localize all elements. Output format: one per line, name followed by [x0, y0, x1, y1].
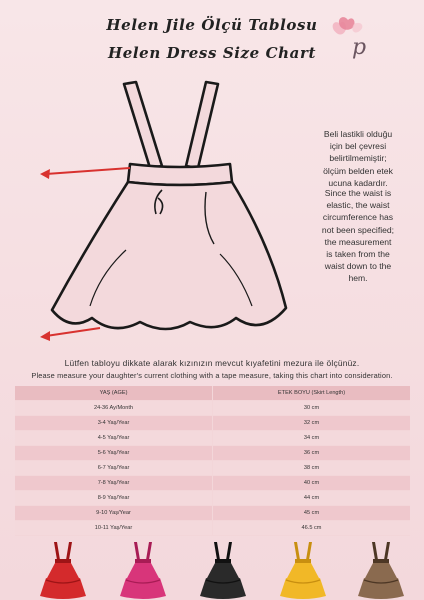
- skirt: [52, 182, 286, 329]
- age-cell: 7-8 Yaş/Year: [97, 480, 130, 486]
- product-thumbnail-pink: [118, 540, 168, 600]
- right-strap: [186, 82, 218, 168]
- age-cell: 5-6 Yaş/Year: [97, 450, 130, 456]
- header-age: YAŞ (AGE): [99, 390, 128, 396]
- product-thumbnails: [0, 536, 424, 600]
- age-cell: 24-36 Ay/Month: [93, 405, 134, 411]
- age-cell: 3-4 Yaş/Year: [97, 420, 130, 426]
- age-cell: 6-7 Yaş/Year: [97, 465, 130, 471]
- product-thumbnail-red: [38, 540, 88, 600]
- waist-arrow-icon: [40, 168, 130, 179]
- title-turkish: Helen Jile Ölçü Tablosu: [106, 16, 318, 34]
- length-cell: 44 cm: [212, 491, 410, 505]
- table-row: [15, 506, 410, 521]
- table-row: [15, 401, 410, 416]
- age-cell: 9-10 Yaş/Year: [96, 510, 131, 516]
- note-turkish: Lütfen tabloyu dikkate alarak kızınızın mevcut kıyafetini mezura ile ölçünüz.: [64, 358, 360, 368]
- waistband: [128, 164, 232, 185]
- table-row: [15, 521, 410, 536]
- length-cell: 38 cm: [212, 461, 410, 475]
- length-cell: 30 cm: [212, 401, 410, 415]
- length-cell: 36 cm: [212, 446, 410, 460]
- length-cell: 34 cm: [212, 431, 410, 445]
- hem-arrow-icon: [40, 328, 100, 341]
- age-cell: 10-11 Yaş/Year: [94, 525, 133, 531]
- note-english: Please measure your daughter's current clothing with a tape measure, taking this chart into consideration.: [31, 371, 393, 380]
- product-thumbnail-leopard: [356, 540, 406, 600]
- description-english: Since the waist is elastic, the waist circumference has not been specified; the measurement is taken from the waist down to the hem.: [321, 188, 395, 284]
- title-english: Helen Dress Size Chart: [107, 44, 317, 62]
- age-cell: 8-9 Yaş/Year: [97, 495, 130, 501]
- logo-letter: p: [352, 35, 367, 60]
- header-skirt-length: ETEK BOYU (Skirt Length): [212, 386, 410, 400]
- table-header-row: [15, 386, 410, 401]
- length-cell: 32 cm: [212, 416, 410, 430]
- length-cell: 40 cm: [212, 476, 410, 490]
- table-row: [15, 461, 410, 476]
- table-row: [15, 431, 410, 446]
- description-turkish: Beli lastikli olduğu için bel çevresi belirtilmemiştir; ölçüm belden etek ucuna kadardır.: [323, 129, 393, 188]
- product-thumbnail-yellow: [278, 540, 328, 600]
- length-cell: 45 cm: [212, 506, 410, 520]
- brand-logo: [332, 14, 378, 62]
- size-table: [15, 386, 410, 536]
- product-thumbnail-black: [198, 540, 248, 600]
- left-strap: [124, 82, 162, 168]
- age-cell: 4-5 Yaş/Year: [97, 435, 130, 441]
- table-row: [15, 446, 410, 461]
- table-row: [15, 491, 410, 506]
- dress-illustration: [30, 74, 300, 354]
- table-row: [15, 476, 410, 491]
- length-cell: 46.5 cm: [212, 521, 410, 535]
- table-row: [15, 416, 410, 431]
